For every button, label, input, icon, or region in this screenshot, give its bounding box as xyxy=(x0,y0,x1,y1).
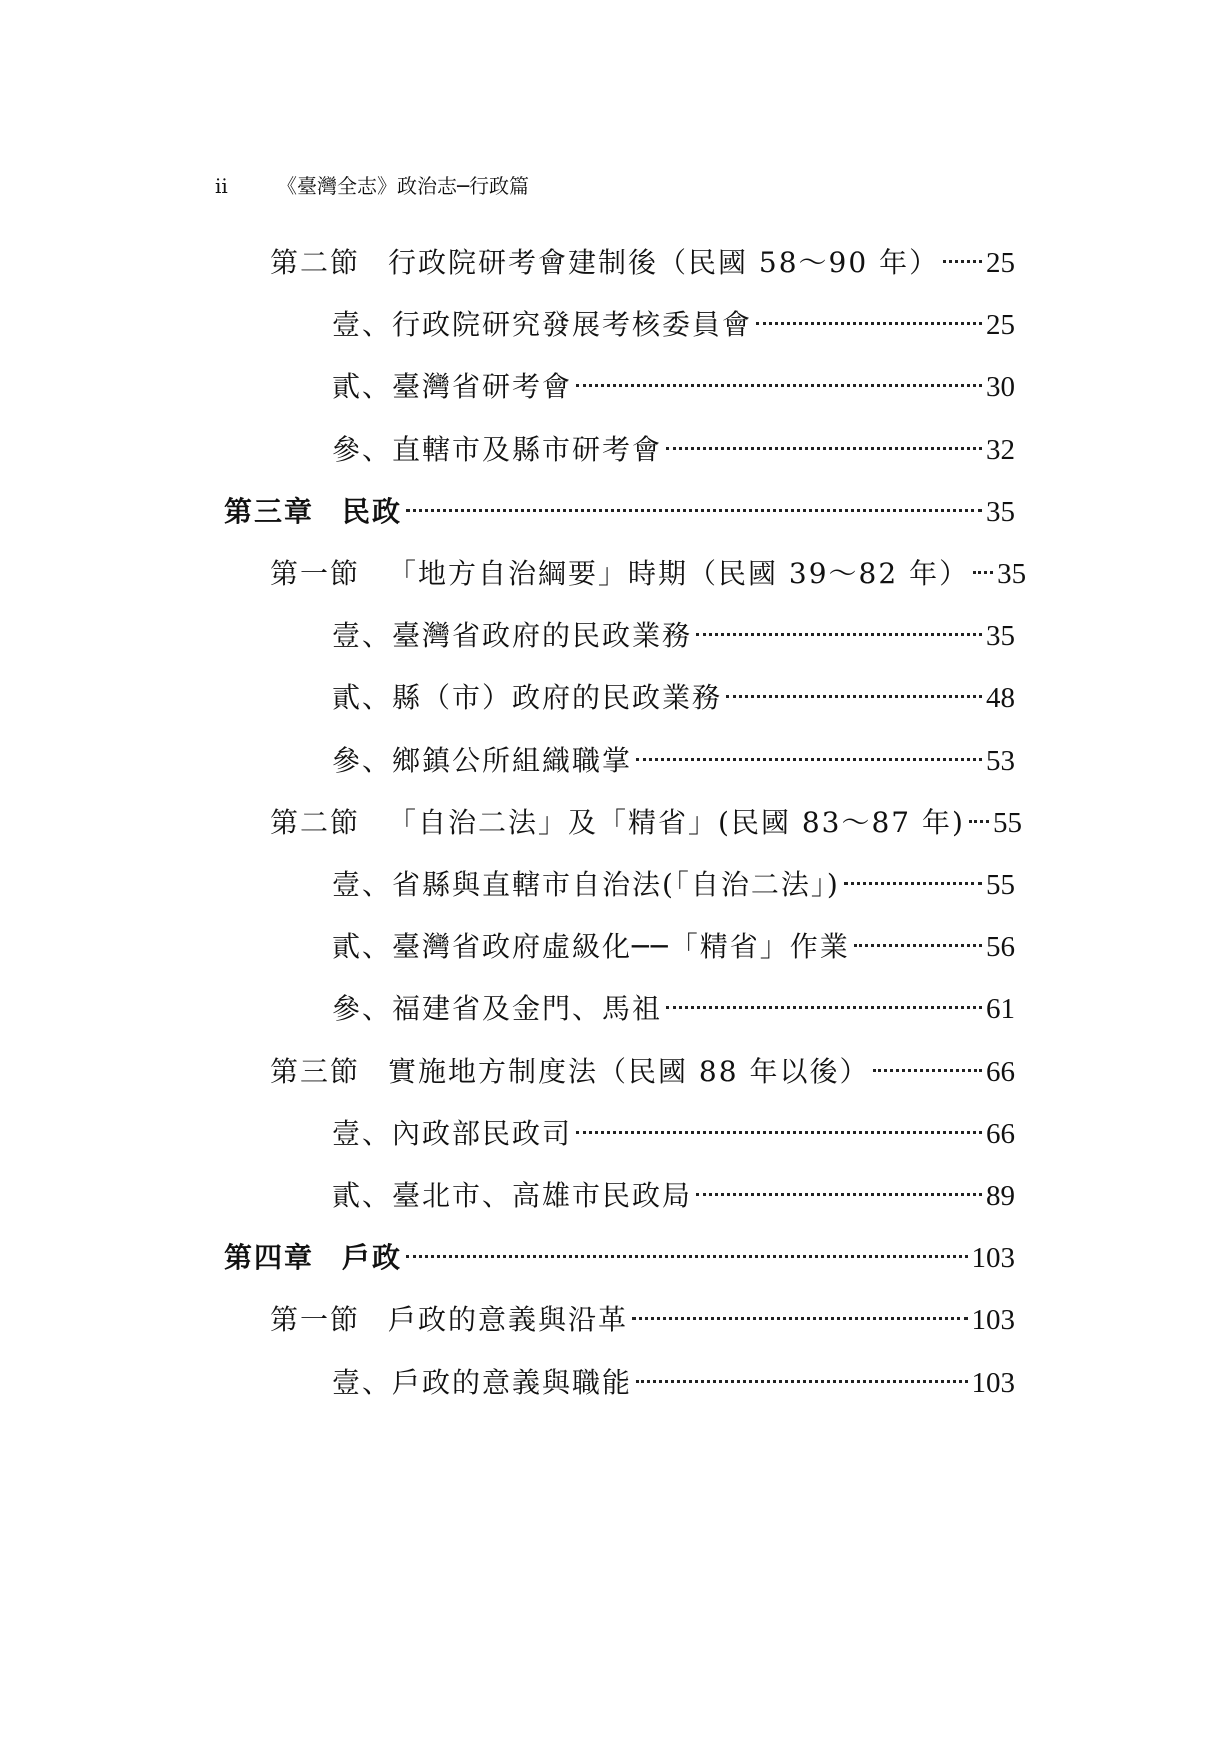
dot-leader xyxy=(943,260,982,263)
toc-entry-page: 35 xyxy=(986,620,1015,652)
toc-entry-page: 103 xyxy=(971,1242,1015,1274)
dot-leader xyxy=(969,820,989,823)
toc-entry-page: 25 xyxy=(986,309,1015,341)
dot-leader xyxy=(756,322,982,325)
toc-entry-title: 貳、縣（市）政府的民政業務 xyxy=(332,681,723,714)
toc-entry-label xyxy=(332,430,662,470)
toc-entry xyxy=(270,803,1022,843)
toc-entry-title: 壹、省縣與直轄市自治法(「自治二法」) xyxy=(332,868,840,901)
toc-entry xyxy=(270,554,1027,594)
toc-entry-label xyxy=(332,927,850,967)
dot-leader xyxy=(632,1317,967,1320)
toc-entry-number: 第二節 xyxy=(270,246,361,279)
toc-entry-page: 35 xyxy=(997,558,1027,590)
toc-entry-title: 貳、臺灣省政府虛級化──「精省」作業 xyxy=(332,930,850,963)
toc-entry xyxy=(332,1363,1015,1403)
toc-entry-page: 103 xyxy=(971,1367,1015,1399)
book-title: 《臺灣全志》政治志─行政篇 xyxy=(277,174,530,198)
toc-entry-page: 66 xyxy=(986,1118,1015,1150)
toc-entry-title: 「自治二法」及「精省」(民國 83～87 年) xyxy=(388,806,965,839)
toc-entry xyxy=(332,927,1015,967)
toc-entry-label xyxy=(224,1238,402,1278)
toc-entry-title: 戶政的意義與沿革 xyxy=(388,1303,629,1336)
dot-leader xyxy=(406,1255,967,1258)
toc-entry-label xyxy=(332,1363,632,1403)
toc-entry xyxy=(332,305,1015,345)
toc-entry-label xyxy=(332,678,722,718)
toc-entry-page: 35 xyxy=(986,496,1015,528)
toc-entry xyxy=(332,616,1015,656)
toc-entry xyxy=(270,243,1015,283)
dot-leader xyxy=(696,1193,982,1196)
toc-entry-title: 民政 xyxy=(342,495,403,528)
toc-entry-title: 壹、戶政的意義與職能 xyxy=(332,1366,633,1399)
toc-entry-title: 參、福建省及金門、馬祖 xyxy=(332,992,663,1025)
toc-entry-title: 壹、臺灣省政府的民政業務 xyxy=(332,619,693,652)
toc-entry-page: 30 xyxy=(986,371,1015,403)
dot-leader xyxy=(844,882,982,885)
toc-entry-label xyxy=(270,554,969,594)
dot-leader xyxy=(726,695,982,698)
dot-leader xyxy=(873,1069,982,1072)
toc-entry xyxy=(224,492,1015,532)
toc-entry-number: 第三章 xyxy=(224,495,315,528)
toc-entry-label xyxy=(332,865,840,905)
dot-leader xyxy=(696,633,982,636)
toc-entry-title: 貳、臺灣省研考會 xyxy=(332,370,573,403)
toc-entry-page: 103 xyxy=(971,1304,1015,1336)
toc-entry xyxy=(270,1300,1015,1340)
toc-entry-title: 參、鄉鎮公所組織職掌 xyxy=(332,744,633,777)
toc-entry xyxy=(332,1114,1015,1154)
toc-entry-label xyxy=(224,492,402,532)
toc-entry-page: 53 xyxy=(986,745,1015,777)
toc-entry-title: 行政院研考會建制後（民國 58～90 年） xyxy=(388,246,940,279)
toc-entry-page: 55 xyxy=(986,869,1015,901)
dot-leader xyxy=(636,1380,967,1383)
toc-entry-label xyxy=(332,1176,692,1216)
toc-entry-page: 25 xyxy=(986,247,1015,279)
toc-entry-label xyxy=(270,1300,628,1340)
toc-entry-title: 「地方自治綱要」時期（民國 39～82 年） xyxy=(388,557,970,590)
dot-leader xyxy=(666,1006,982,1009)
toc-entry-title: 戶政 xyxy=(342,1241,403,1274)
toc-entry-label xyxy=(332,741,632,781)
toc-entry xyxy=(332,1176,1015,1216)
toc-entry-title: 實施地方制度法（民國 88 年以後） xyxy=(388,1055,870,1088)
toc-entry xyxy=(332,430,1015,470)
toc-entry xyxy=(332,989,1015,1029)
toc-entry-number: 第二節 xyxy=(270,806,361,839)
toc-entry-page: 66 xyxy=(986,1056,1015,1088)
toc-entry-page: 56 xyxy=(986,931,1015,963)
toc-entry-number: 第一節 xyxy=(270,557,361,590)
dot-leader xyxy=(576,1131,982,1134)
toc-entry-label xyxy=(332,989,662,1029)
page-number: ii xyxy=(215,174,228,198)
toc-entry-page: 89 xyxy=(986,1180,1015,1212)
toc-entry-number: 第一節 xyxy=(270,1303,361,1336)
toc-entry-page: 32 xyxy=(986,434,1015,466)
toc-entry-label xyxy=(332,1114,572,1154)
toc-entry xyxy=(224,1238,1015,1278)
toc-entry xyxy=(332,865,1015,905)
dot-leader xyxy=(666,447,982,450)
toc-entry xyxy=(332,741,1015,781)
toc-entry-page: 55 xyxy=(992,807,1022,839)
toc-entry-page: 48 xyxy=(986,682,1015,714)
toc-entry-title: 壹、行政院研究發展考核委員會 xyxy=(332,308,753,341)
toc-entry-title: 壹、內政部民政司 xyxy=(332,1117,573,1150)
toc-entry-title: 貳、臺北市、高雄市民政局 xyxy=(332,1179,693,1212)
dot-leader xyxy=(636,758,982,761)
dot-leader xyxy=(973,571,993,574)
toc-entry xyxy=(332,678,1015,718)
dot-leader xyxy=(576,384,982,387)
toc-entry-label xyxy=(270,803,965,843)
toc-entry-label xyxy=(332,305,752,345)
dot-leader xyxy=(854,944,982,947)
toc-entry-label xyxy=(332,616,692,656)
toc-entry xyxy=(270,1052,1015,1092)
toc-entry-title: 參、直轄市及縣市研考會 xyxy=(332,433,663,466)
toc-entry-page: 61 xyxy=(986,993,1015,1025)
toc-entry-label xyxy=(270,243,939,283)
toc-entry-number: 第四章 xyxy=(224,1241,315,1274)
toc-entry-label xyxy=(270,1052,869,1092)
toc-entry-label xyxy=(332,367,572,407)
dot-leader xyxy=(406,509,982,512)
toc-entry-number: 第三節 xyxy=(270,1055,361,1088)
toc-entry xyxy=(332,367,1015,407)
